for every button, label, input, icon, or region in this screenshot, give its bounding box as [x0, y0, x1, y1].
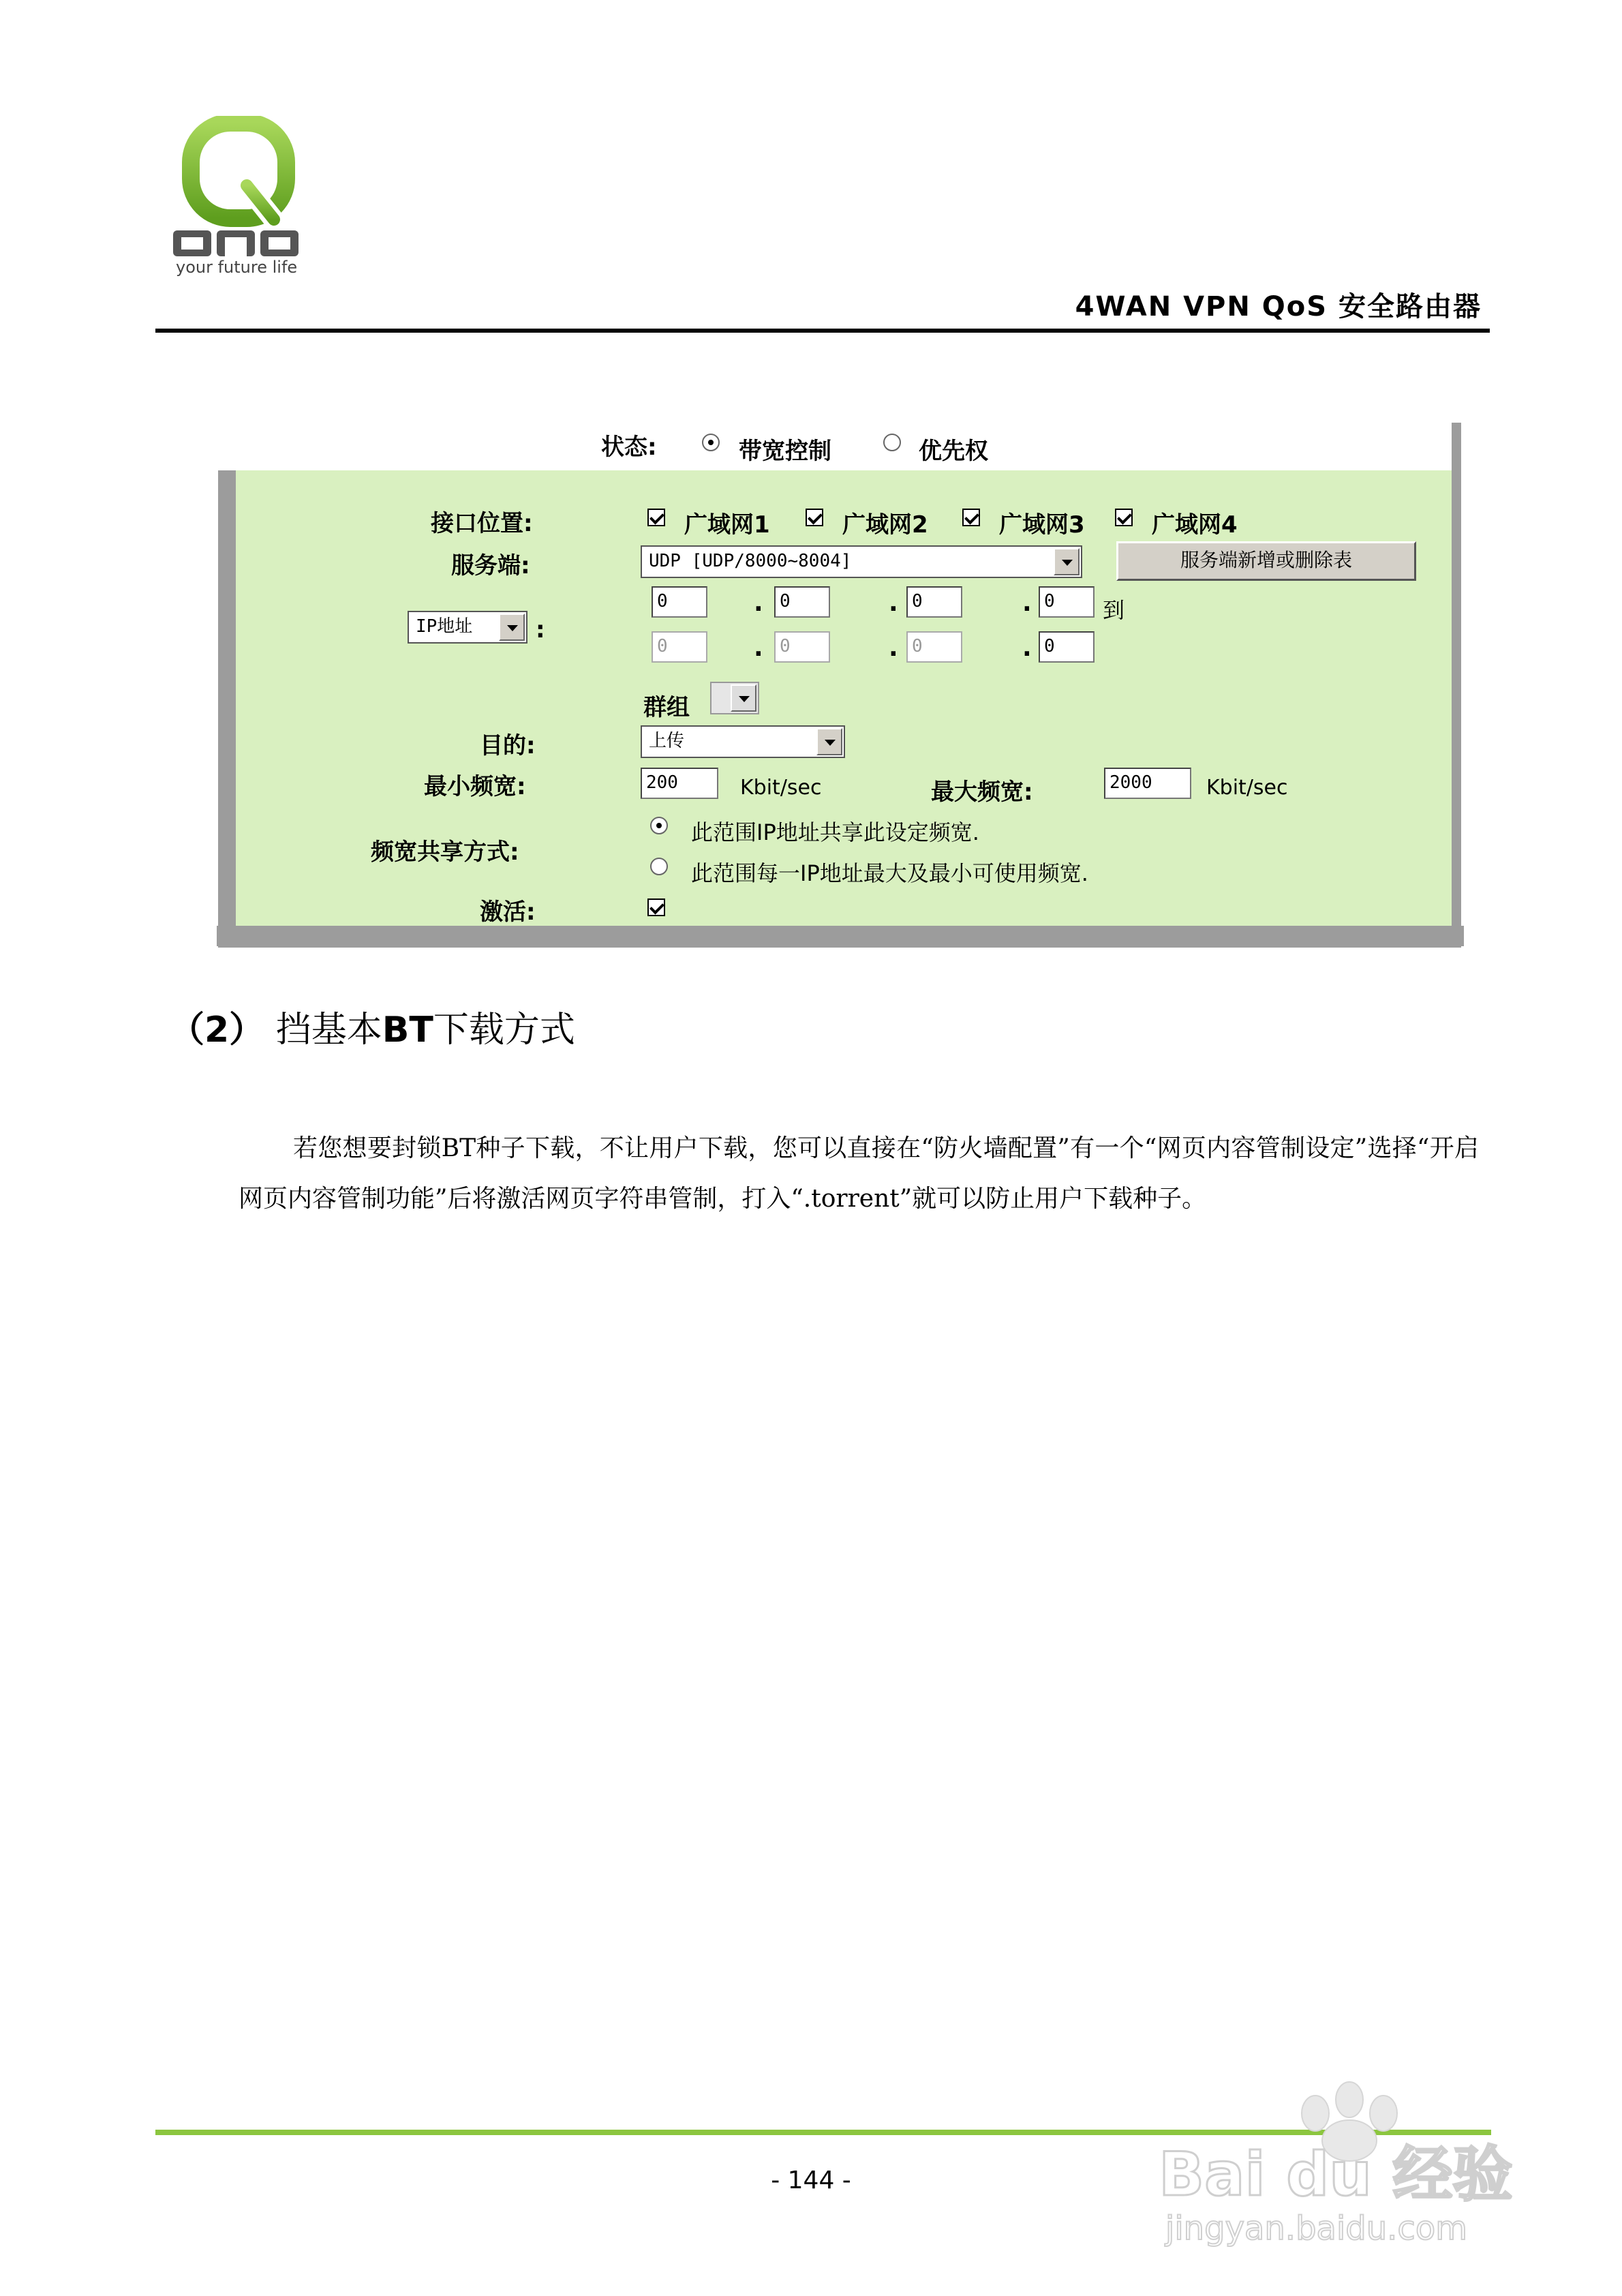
ip-from-octet-3[interactable]: 0 — [906, 586, 962, 618]
qno-logo — [170, 116, 320, 280]
wan1-label: 广域网1 — [684, 511, 770, 539]
ip-type-select[interactable] — [408, 611, 527, 644]
wan3-label: 广域网3 — [999, 511, 1085, 539]
ip-dot: . — [754, 589, 763, 617]
ip-dot: . — [1022, 634, 1032, 662]
section-number: （2） — [169, 1010, 265, 1051]
max-bandwidth-input[interactable]: 2000 — [1104, 768, 1191, 799]
ip-from-octet-1[interactable]: 0 — [652, 586, 707, 618]
section-title-prefix: 挡基本 — [275, 1010, 382, 1051]
body-paragraph: 若您想要封锁BT种子下载，不让用户下载，您可以直接在“防火墙配置”有一个“网页内容管制设定”选择“开启网页内容管制功能”后将激活网页字符串管制，打入“.torrent”就可以防止用户下载种子。 — [239, 1134, 1479, 1213]
wan3-checkbox[interactable] — [962, 509, 980, 526]
ip-type-colon: : — [536, 616, 545, 644]
section-title-bt: BT — [382, 1010, 433, 1051]
ip-dot: . — [889, 634, 898, 662]
activate-label: 激活: — [480, 898, 536, 926]
baidu-jingyan-watermark — [1152, 2072, 1533, 2250]
service-label: 服务端: — [451, 552, 530, 579]
service-select-value: UDP [UDP/8000~8004] — [649, 551, 852, 571]
chevron-down-icon — [499, 614, 525, 641]
section-heading — [169, 1001, 575, 1052]
wan1-checkbox[interactable] — [647, 509, 665, 526]
share-mode-per-ip-radio[interactable] — [650, 858, 668, 875]
header-divider — [155, 329, 1490, 333]
document-header-title: 4WAN VPN QoS 安全路由器 — [1075, 291, 1482, 322]
logo-tagline: your future life — [176, 258, 298, 277]
ip-dot: . — [1022, 589, 1032, 617]
figure-bottom-border — [217, 926, 1464, 946]
status-bandwidth-radio[interactable] — [702, 434, 720, 451]
wan4-label: 广域网4 — [1152, 511, 1238, 539]
status-bandwidth-label: 带宽控制 — [739, 438, 831, 465]
watermark-url: jingyan.baidu.com — [1165, 2209, 1467, 2248]
max-bandwidth-label: 最大频宽: — [931, 779, 1033, 806]
min-bandwidth-input[interactable]: 200 — [641, 768, 718, 799]
ip-dot: . — [889, 589, 898, 617]
activate-checkbox[interactable] — [647, 898, 665, 916]
wan4-checkbox[interactable] — [1115, 509, 1133, 526]
share-mode-shared-label: 此范围IP地址共享此设定频宽. — [691, 819, 979, 845]
share-mode-shared-radio[interactable] — [650, 817, 668, 834]
watermark-brand: Bai du 经验 — [1159, 2139, 1513, 2209]
ip-type-value: IP地址 — [416, 616, 473, 637]
chevron-down-icon — [1054, 548, 1080, 575]
ip-range-to-label: 到 — [1103, 597, 1125, 623]
chevron-down-icon — [731, 684, 756, 712]
page-number: - 144 - — [771, 2166, 851, 2194]
ip-to-octet-1[interactable]: 0 — [652, 631, 707, 663]
interface-label: 接口位置: — [431, 510, 533, 537]
service-select[interactable] — [641, 545, 1082, 578]
ip-to-octet-4[interactable]: 0 — [1039, 631, 1095, 663]
service-edit-button[interactable]: 服务端新增或删除表 — [1116, 541, 1416, 581]
group-label: 群组 — [643, 694, 690, 721]
purpose-select-value: 上传 — [649, 731, 685, 751]
group-select[interactable] — [710, 682, 759, 714]
ip-from-octet-4[interactable]: 0 — [1039, 586, 1095, 618]
section-title-suffix: 下载方式 — [433, 1010, 575, 1051]
ip-dot: . — [754, 634, 763, 662]
status-priority-label: 优先权 — [919, 438, 988, 465]
status-priority-radio[interactable] — [883, 434, 901, 451]
status-label: 状态: — [601, 434, 657, 461]
ip-to-octet-3[interactable]: 0 — [906, 631, 962, 663]
share-mode-label: 频宽共享方式: — [371, 839, 519, 866]
ip-from-octet-2[interactable]: 0 — [774, 586, 830, 618]
min-bandwidth-unit: Kbit/sec — [740, 776, 822, 800]
ip-to-octet-2[interactable]: 0 — [774, 631, 830, 663]
wan2-checkbox[interactable] — [806, 509, 823, 526]
purpose-select[interactable] — [641, 725, 845, 758]
max-bandwidth-unit: Kbit/sec — [1206, 776, 1288, 800]
min-bandwidth-label: 最小频宽: — [424, 773, 526, 800]
purpose-label: 目的: — [480, 732, 536, 759]
figure-status-bar — [218, 416, 1452, 470]
wan2-label: 广域网2 — [842, 511, 928, 539]
share-mode-per-ip-label: 此范围每一IP地址最大及最小可使用频宽. — [691, 860, 1088, 886]
chevron-down-icon — [816, 728, 842, 755]
